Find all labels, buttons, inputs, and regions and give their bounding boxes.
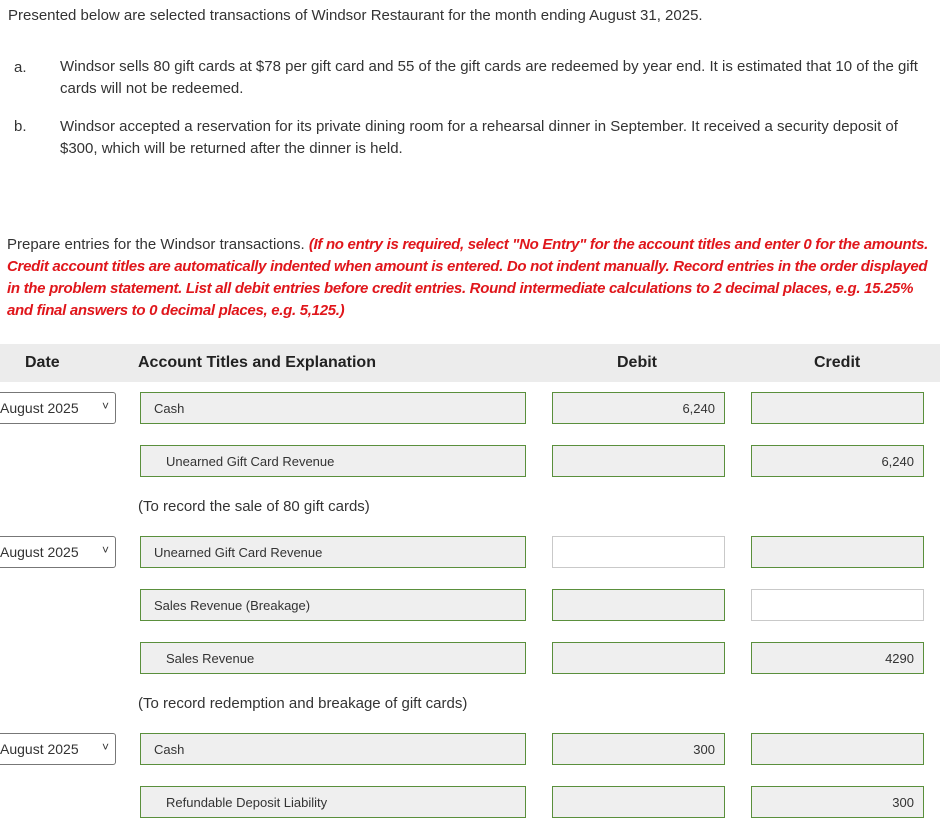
entry-1-credit-1[interactable] bbox=[751, 392, 924, 424]
instructions-red: (If no entry is required, select "No Entry" for the account titles and enter 0 for the amounts. Credit account titles are automatically indented when amount is entered. Do not indent manually. Record entries in the order displayed in the problem statement. List all debit entries before credit entries. Round intermediate calculations to 2 decimal places, e.g. 15.25% and final answers to 0 decimal places, e.g. 5,125.) bbox=[7, 236, 928, 319]
entry-2-account-2[interactable]: Sales Revenue (Breakage) bbox=[140, 589, 526, 621]
entry-3-account-2[interactable]: Refundable Deposit Liability bbox=[140, 786, 526, 818]
entry-3-debit-1[interactable]: 300 bbox=[552, 733, 725, 765]
chevron-down-icon: ˅ bbox=[101, 740, 109, 754]
entry-1-credit-2[interactable]: 6,240 bbox=[751, 445, 924, 477]
entry-2-account-3[interactable]: Sales Revenue bbox=[140, 642, 526, 674]
header-date: Date bbox=[25, 354, 60, 371]
header-account: Account Titles and Explanation bbox=[138, 354, 376, 371]
entry-3-debit-2[interactable] bbox=[552, 786, 725, 818]
header-debit: Debit bbox=[617, 354, 657, 371]
transaction-b-text: Windsor accepted a reservation for its private dining room for a rehearsal dinner in September. It received a security deposit of $300, which will be returned after the dinner is held. bbox=[60, 118, 898, 157]
entry-3-date-select[interactable] bbox=[0, 733, 116, 765]
entry-2-debit-3[interactable] bbox=[552, 642, 725, 674]
entry-2-explanation: (To record redemption and breakage of gift cards) bbox=[138, 695, 468, 712]
transaction-a-text: Windsor sells 80 gift cards at $78 per gift card and 55 of the gift cards are redeemed by year end. It is estimated that 10 of the gift cards will not be redeemed. bbox=[60, 58, 918, 97]
entry-2-credit-3[interactable]: 4290 bbox=[751, 642, 924, 674]
date-value: August 2025 bbox=[0, 741, 79, 757]
entry-2-credit-1[interactable] bbox=[751, 536, 924, 568]
journal-table-header bbox=[0, 344, 940, 382]
entry-3-credit-2[interactable]: 300 bbox=[751, 786, 924, 818]
chevron-down-icon: ˅ bbox=[101, 543, 109, 557]
problem-intro: Presented below are selected transactions of Windsor Restaurant for the month ending August 31, 2025. bbox=[8, 7, 703, 24]
entry-3-account-1[interactable]: Cash bbox=[140, 733, 526, 765]
entry-1-account-1[interactable]: Cash bbox=[140, 392, 526, 424]
entry-2-debit-2[interactable] bbox=[552, 589, 725, 621]
transaction-b-letter: b. bbox=[14, 118, 27, 135]
date-value: August 2025 bbox=[0, 544, 79, 560]
entry-2-account-1[interactable]: Unearned Gift Card Revenue bbox=[140, 536, 526, 568]
instructions bbox=[7, 234, 932, 322]
entry-1-debit-1[interactable]: 6,240 bbox=[552, 392, 725, 424]
instructions-lead: Prepare entries for the Windsor transactions. bbox=[7, 236, 305, 253]
entry-1-explanation: (To record the sale of 80 gift cards) bbox=[138, 498, 370, 515]
transaction-a-letter: a. bbox=[14, 59, 27, 76]
chevron-down-icon: ˅ bbox=[101, 399, 109, 413]
entry-2-date-select[interactable] bbox=[0, 536, 116, 568]
entry-2-credit-2[interactable] bbox=[751, 589, 924, 621]
entry-3-credit-1[interactable] bbox=[751, 733, 924, 765]
date-value: August 2025 bbox=[0, 400, 79, 416]
entry-1-date-select[interactable] bbox=[0, 392, 116, 424]
header-credit: Credit bbox=[814, 354, 861, 371]
entry-2-debit-1[interactable] bbox=[552, 536, 725, 568]
entry-1-account-2[interactable]: Unearned Gift Card Revenue bbox=[140, 445, 526, 477]
entry-1-debit-2[interactable] bbox=[552, 445, 725, 477]
